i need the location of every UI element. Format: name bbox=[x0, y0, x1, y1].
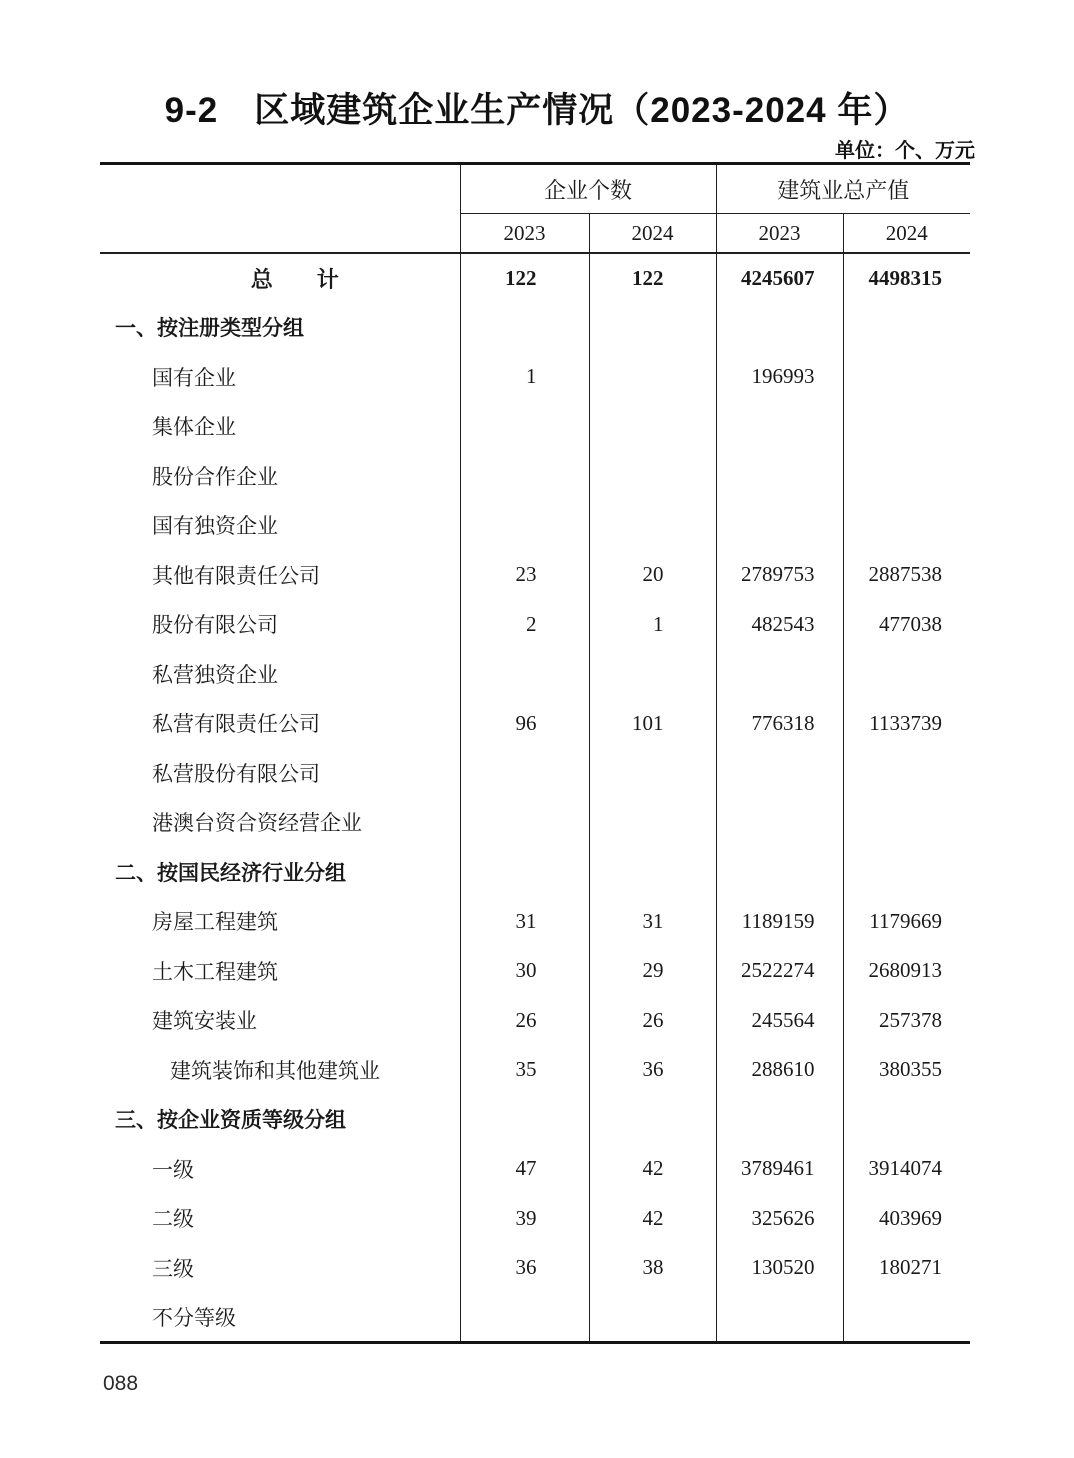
table-row bbox=[100, 501, 970, 551]
row-label: 一、按注册类型分组 bbox=[115, 317, 304, 341]
row-label: 房屋工程建筑 bbox=[152, 910, 278, 935]
cell-value: 130520 bbox=[716, 1243, 843, 1293]
cell-value bbox=[460, 451, 589, 501]
cell-value: 39 bbox=[460, 1194, 589, 1244]
year-header-output-2024: 2024 bbox=[843, 214, 970, 254]
cell-value: 2680913 bbox=[843, 946, 970, 996]
cell-value: 257378 bbox=[843, 996, 970, 1046]
cell-value bbox=[843, 847, 970, 897]
cell-value bbox=[589, 501, 716, 551]
year-header-output-2023: 2023 bbox=[716, 214, 843, 254]
row-label: 不分等级 bbox=[152, 1305, 236, 1330]
cell-value bbox=[843, 451, 970, 501]
table-row bbox=[100, 253, 970, 303]
cell-value bbox=[460, 303, 589, 353]
cell-value: 38 bbox=[589, 1243, 716, 1293]
cell-value: 4498315 bbox=[843, 253, 970, 303]
cell-value bbox=[716, 402, 843, 452]
cell-value bbox=[716, 847, 843, 897]
cell-value: 2 bbox=[460, 600, 589, 650]
cell-value bbox=[460, 402, 589, 452]
cell-value bbox=[716, 798, 843, 848]
cell-value: 31 bbox=[460, 897, 589, 947]
table-row bbox=[100, 600, 970, 650]
table-row bbox=[100, 1095, 970, 1145]
cell-value: 380355 bbox=[843, 1045, 970, 1095]
stub-header-cell bbox=[100, 164, 460, 254]
cell-value bbox=[716, 1095, 843, 1145]
cell-value: 3914074 bbox=[843, 1144, 970, 1194]
cell-value: 4245607 bbox=[716, 253, 843, 303]
cell-value bbox=[460, 748, 589, 798]
cell-value: 42 bbox=[589, 1144, 716, 1194]
row-label: 股份合作企业 bbox=[152, 464, 278, 489]
cell-value bbox=[589, 649, 716, 699]
cell-value bbox=[843, 352, 970, 402]
row-label: 建筑安装业 bbox=[152, 1009, 257, 1034]
unit-note: 单位：个、万元 bbox=[835, 140, 975, 162]
row-label: 三级 bbox=[152, 1256, 194, 1281]
row-label: 国有独资企业 bbox=[152, 514, 278, 539]
cell-value bbox=[843, 748, 970, 798]
cell-value: 1189159 bbox=[716, 897, 843, 947]
statistics-table bbox=[100, 162, 970, 1344]
row-label: 集体企业 bbox=[152, 415, 236, 440]
cell-value: 31 bbox=[589, 897, 716, 947]
cell-value: 3789461 bbox=[716, 1144, 843, 1194]
row-label: 二级 bbox=[152, 1207, 194, 1232]
row-label: 私营有限责任公司 bbox=[152, 712, 320, 737]
cell-value bbox=[589, 1095, 716, 1145]
table-row bbox=[100, 550, 970, 600]
cell-value: 122 bbox=[589, 253, 716, 303]
year-header-count-2023: 2023 bbox=[460, 214, 589, 254]
year-header-count-2024: 2024 bbox=[589, 214, 716, 254]
cell-value bbox=[843, 649, 970, 699]
page-number: 088 bbox=[103, 1372, 139, 1395]
cell-value bbox=[843, 303, 970, 353]
row-label: 国有企业 bbox=[152, 365, 236, 390]
cell-value: 30 bbox=[460, 946, 589, 996]
cell-value bbox=[716, 1293, 843, 1343]
row-label: 股份有限公司 bbox=[152, 613, 278, 638]
row-label: 一级 bbox=[152, 1157, 194, 1182]
cell-value: 122 bbox=[460, 253, 589, 303]
row-label: 私营股份有限公司 bbox=[152, 761, 320, 786]
cell-value: 1 bbox=[589, 600, 716, 650]
table-row bbox=[100, 1243, 970, 1293]
cell-value: 288610 bbox=[716, 1045, 843, 1095]
row-label: 三、按企业资质等级分组 bbox=[115, 1109, 346, 1133]
cell-value: 36 bbox=[589, 1045, 716, 1095]
cell-value bbox=[843, 798, 970, 848]
table-row bbox=[100, 699, 970, 749]
cell-value: 29 bbox=[589, 946, 716, 996]
cell-value: 180271 bbox=[843, 1243, 970, 1293]
row-label: 港澳台资合资经营企业 bbox=[152, 811, 362, 836]
table-row bbox=[100, 798, 970, 848]
cell-value bbox=[589, 847, 716, 897]
cell-value bbox=[589, 352, 716, 402]
cell-value bbox=[589, 748, 716, 798]
cell-value: 26 bbox=[460, 996, 589, 1046]
page-title: 9-2 区域建筑企业生产情况（2023-2024 年） bbox=[164, 91, 910, 130]
cell-value: 2522274 bbox=[716, 946, 843, 996]
col-group-enterprise-count: 企业个数 bbox=[460, 164, 716, 214]
cell-value: 20 bbox=[589, 550, 716, 600]
cell-value: 96 bbox=[460, 699, 589, 749]
table-row bbox=[100, 1293, 970, 1343]
row-label: 建筑装饰和其他建筑业 bbox=[170, 1058, 380, 1083]
cell-value bbox=[460, 1095, 589, 1145]
cell-value bbox=[589, 451, 716, 501]
cell-value: 101 bbox=[589, 699, 716, 749]
cell-value: 403969 bbox=[843, 1194, 970, 1244]
cell-value: 23 bbox=[460, 550, 589, 600]
cell-value bbox=[460, 501, 589, 551]
cell-value bbox=[589, 303, 716, 353]
cell-value: 477038 bbox=[843, 600, 970, 650]
cell-value bbox=[460, 649, 589, 699]
table-row bbox=[100, 946, 970, 996]
cell-value bbox=[589, 798, 716, 848]
cell-value bbox=[843, 1293, 970, 1343]
table-header bbox=[100, 164, 970, 254]
cell-value bbox=[843, 501, 970, 551]
cell-value: 2789753 bbox=[716, 550, 843, 600]
cell-value: 42 bbox=[589, 1194, 716, 1244]
cell-value: 36 bbox=[460, 1243, 589, 1293]
header-group-row bbox=[100, 164, 970, 214]
row-label: 其他有限责任公司 bbox=[152, 563, 320, 588]
cell-value bbox=[460, 798, 589, 848]
table-row bbox=[100, 1144, 970, 1194]
table-row bbox=[100, 303, 970, 353]
table-row bbox=[100, 1045, 970, 1095]
cell-value: 1133739 bbox=[843, 699, 970, 749]
row-label: 私营独资企业 bbox=[152, 662, 278, 687]
cell-value: 2887538 bbox=[843, 550, 970, 600]
row-label: 土木工程建筑 bbox=[152, 959, 278, 984]
cell-value bbox=[716, 451, 843, 501]
row-label: 总 计 bbox=[250, 266, 339, 292]
col-group-gross-output: 建筑业总产值 bbox=[716, 164, 970, 214]
cell-value: 47 bbox=[460, 1144, 589, 1194]
cell-value bbox=[589, 402, 716, 452]
cell-value bbox=[460, 1293, 589, 1343]
row-label: 二、按国民经济行业分组 bbox=[115, 861, 346, 885]
table-row bbox=[100, 352, 970, 402]
cell-value: 1 bbox=[460, 352, 589, 402]
cell-value bbox=[589, 1293, 716, 1343]
cell-value: 776318 bbox=[716, 699, 843, 749]
table-row bbox=[100, 402, 970, 452]
table-row bbox=[100, 847, 970, 897]
cell-value bbox=[716, 748, 843, 798]
table-row bbox=[100, 451, 970, 501]
cell-value: 245564 bbox=[716, 996, 843, 1046]
cell-value: 26 bbox=[589, 996, 716, 1046]
cell-value bbox=[843, 1095, 970, 1145]
cell-value bbox=[460, 847, 589, 897]
cell-value: 482543 bbox=[716, 600, 843, 650]
cell-value: 325626 bbox=[716, 1194, 843, 1244]
table-row bbox=[100, 1194, 970, 1244]
cell-value bbox=[716, 501, 843, 551]
cell-value: 35 bbox=[460, 1045, 589, 1095]
cell-value bbox=[843, 402, 970, 452]
table-row bbox=[100, 748, 970, 798]
table-row bbox=[100, 649, 970, 699]
table-body bbox=[100, 253, 970, 1342]
cell-value: 1179669 bbox=[843, 897, 970, 947]
table-row bbox=[100, 897, 970, 947]
cell-value: 196993 bbox=[716, 352, 843, 402]
table-row bbox=[100, 996, 970, 1046]
cell-value bbox=[716, 303, 843, 353]
cell-value bbox=[716, 649, 843, 699]
